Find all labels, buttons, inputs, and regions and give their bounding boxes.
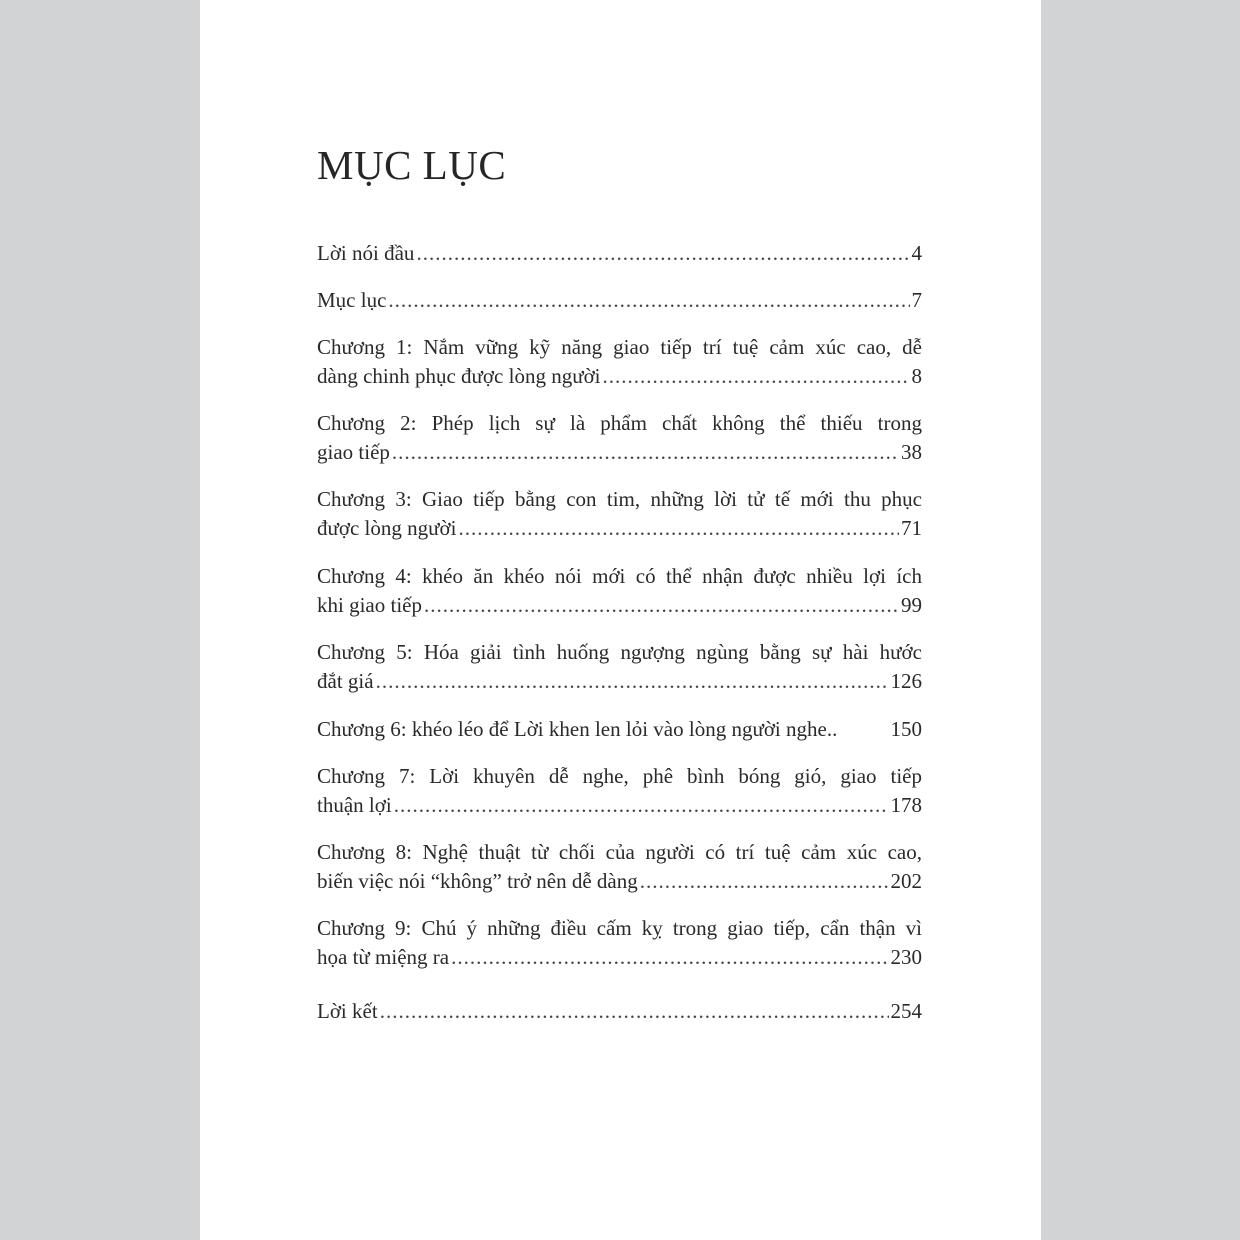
toc-line: [317, 867, 922, 896]
toc-entry-title: Chương 6: khéo léo để Lời khen len lỏi vào lòng người nghe..: [317, 717, 838, 741]
toc-entry-title: Lời kết: [317, 999, 378, 1023]
dot-leader: [376, 667, 889, 696]
dot-leader: [380, 997, 889, 1026]
toc-entry-chapter-8: [317, 838, 922, 896]
toc-entry-contents: [317, 286, 922, 315]
toc-page-number: 202: [890, 869, 922, 893]
toc-entry-title-line-1: Chương 8: Nghệ thuật từ chối của người có trí tuệ cảm xúc cao,: [317, 840, 922, 864]
toc-page-number: 150: [890, 717, 922, 741]
toc-entry-title: Lời nói đầu: [317, 241, 415, 265]
toc-page-number: 38: [901, 440, 922, 464]
dot-leader: [458, 514, 899, 543]
toc-line: [317, 438, 922, 467]
toc-entry-title-line-2: giao tiếp: [317, 440, 390, 464]
toc-entry-title-line-1: Chương 1: Nắm vững kỹ năng giao tiếp trí tuệ cảm xúc cao, dễ: [317, 335, 922, 359]
toc-entry-title: Mục lục: [317, 288, 387, 312]
toc-entry-title-line-1: Chương 3: Giao tiếp bằng con tim, những lời tử tế mới thu phục: [317, 487, 922, 511]
toc-line: [317, 943, 922, 972]
dot-leader: [603, 362, 910, 391]
book-page: [200, 0, 1041, 1240]
toc-page-number: 254: [890, 999, 922, 1023]
toc-entry-title-line-2: biến việc nói “không” trở nên dễ dàng: [317, 869, 638, 893]
dot-leader: [451, 943, 888, 972]
toc-entry-chapter-6: [317, 715, 922, 744]
toc-line: [317, 514, 922, 543]
toc-entry-title-line-2: được lòng người: [317, 516, 457, 540]
toc-entry-title-line-1: Chương 2: Phép lịch sự là phẩm chất không thể thiếu trong: [317, 411, 922, 435]
toc-entry-title-line-2: dàng chinh phục được lòng người: [317, 364, 601, 388]
dot-leader: [392, 438, 899, 467]
toc-line: [317, 715, 922, 744]
toc-page-number: 230: [890, 945, 922, 969]
toc-entry-chapter-5: [317, 638, 922, 696]
toc-entry-chapter-2: [317, 409, 922, 467]
dot-leader: [640, 867, 889, 896]
toc-page-number: 7: [911, 288, 922, 312]
toc-page-number: 178: [890, 793, 922, 817]
toc-line: [317, 286, 922, 315]
toc-page-number: 8: [911, 364, 922, 388]
dot-leader: [388, 286, 909, 315]
toc-page-number: 126: [890, 669, 922, 693]
toc-entry-title-line-1: Chương 7: Lời khuyên dễ nghe, phê bình bóng gió, giao tiếp: [317, 764, 922, 788]
toc-entry-preface: [317, 239, 922, 268]
toc-entry-title-line-2: thuận lợi: [317, 793, 392, 817]
dot-leader: [416, 239, 909, 268]
toc-line: [317, 997, 922, 1026]
toc-entry-chapter-7: [317, 762, 922, 820]
toc-line: [317, 667, 922, 696]
toc-entry-epilogue: [317, 997, 922, 1026]
toc-entry-title-line-2: họa từ miệng ra: [317, 945, 450, 969]
toc-entry-title-line-2: đắt giá: [317, 669, 374, 693]
toc-line: [317, 591, 922, 620]
toc-page-number: 4: [911, 241, 922, 265]
toc-line: [317, 239, 922, 268]
toc-entry-title-line-2: khi giao tiếp: [317, 593, 422, 617]
toc-entry-title-line-1: Chương 5: Hóa giải tình huống ngượng ngùng bằng sự hài hước: [317, 640, 922, 664]
dot-leader: [424, 591, 899, 620]
toc-line: [317, 362, 922, 391]
toc-entry-title-line-1: Chương 4: khéo ăn khéo nói mới có thể nhận được nhiều lợi ích: [317, 564, 922, 588]
toc-page-number: 99: [901, 593, 922, 617]
toc-page-number: 71: [901, 516, 922, 540]
toc-entry-chapter-3: [317, 485, 922, 543]
toc-line: [317, 791, 922, 820]
page-title: MỤC LỤC: [317, 142, 507, 188]
toc-entry-title-line-1: Chương 9: Chú ý những điều cấm kỵ trong giao tiếp, cẩn thận vì: [317, 916, 922, 940]
dot-leader: [394, 791, 889, 820]
toc-entry-chapter-1: [317, 333, 922, 391]
toc-entry-chapter-4: [317, 562, 922, 620]
toc-entry-chapter-9: [317, 914, 922, 972]
